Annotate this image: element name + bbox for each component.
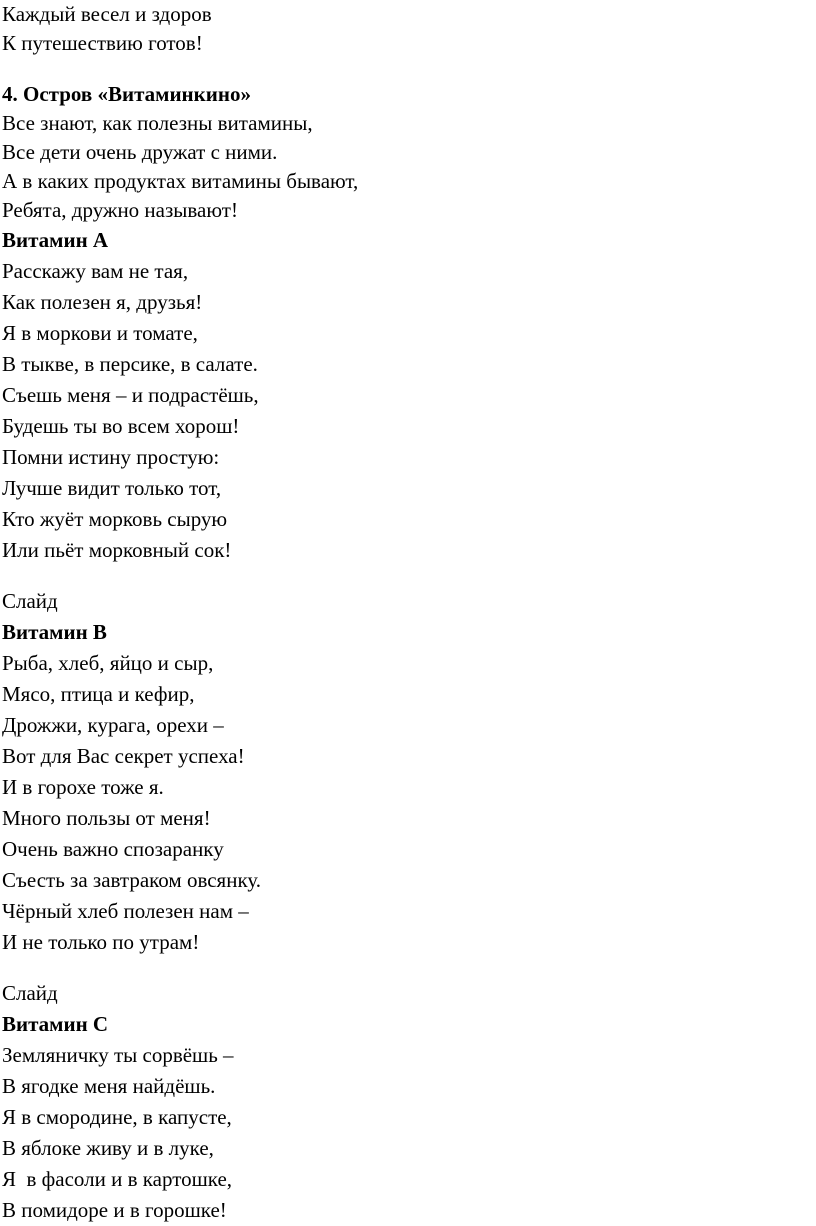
vitamin-c-section [2, 978, 812, 1226]
vitamin-a-line: Будешь ты во всем хорош! [2, 414, 240, 438]
vitamin-b-line: И в горохе тоже я. [2, 775, 164, 799]
vitamin-b-line: Очень важно спозаранку [2, 837, 224, 861]
vitamin-b-line: И не только по утрам! [2, 930, 200, 954]
vitamin-a-line: В тыкве, в персике, в салате. [2, 352, 258, 376]
intro-line: Каждый весел и здоров [2, 2, 212, 26]
vitamin-a-line: Или пьёт морковный сок! [2, 538, 232, 562]
vitamin-b-line: Рыба, хлеб, яйцо и сыр, [2, 651, 214, 675]
vitamin-a-section [2, 225, 812, 566]
vitamin-c-line: Я в фасоли и в картошке, [2, 1167, 233, 1191]
vitamin-b-line: Съесть за завтраком овсянку. [2, 868, 262, 892]
vitamin-c-title: Витамин С [2, 1012, 109, 1036]
vitamin-b-line: Чёрный хлеб полезен нам – [2, 899, 249, 923]
vitamin-c-line: Я в смородине, в капусте, [2, 1105, 232, 1129]
vitamin-b-line: Вот для Вас секрет успеха! [2, 744, 245, 768]
vitamin-a-line: Расскажу вам не тая, [2, 259, 189, 283]
island-line: А в каких продуктах витамины бывают, [2, 169, 359, 193]
vitamin-b-line: Много пользы от меня! [2, 806, 211, 830]
vitamin-c-line: В помидоре и в горошке! [2, 1198, 227, 1222]
vitamin-c-line: Земляничку ты сорвёшь – [2, 1043, 234, 1067]
island-line: Все знают, как полезны витамины, [2, 111, 313, 135]
document-page [2, 0, 812, 1226]
island-line: Ребята, дружно называют! [2, 198, 238, 222]
vitamin-c-line: В яблоке живу и в луке, [2, 1136, 214, 1160]
island-title: 4. Остров «Витаминкино» [2, 82, 251, 106]
vitamin-b-title: Витамин В [2, 620, 107, 644]
vitamin-b-section [2, 586, 812, 958]
vitamin-a-line: Лучше видит только тот, [2, 476, 222, 500]
intro-line: К путешествию готов! [2, 31, 203, 55]
vitamin-a-title: Витамин А [2, 228, 109, 252]
vitamin-b-line: Дрожжи, курага, орехи – [2, 713, 224, 737]
slide-label: Слайд [2, 589, 58, 613]
vitamin-b-line: Мясо, птица и кефир, [2, 682, 195, 706]
vitamin-c-line: В ягодке меня найдёшь. [2, 1074, 216, 1098]
vitamin-a-line: Я в моркови и томате, [2, 321, 198, 345]
island-section [2, 80, 812, 225]
vitamin-a-line: Съешь меня – и подрастёшь, [2, 383, 259, 407]
intro-block [2, 0, 812, 58]
vitamin-a-line: Как полезен я, друзья! [2, 290, 203, 314]
island-line: Все дети очень дружат с ними. [2, 140, 278, 164]
slide-label: Слайд [2, 981, 58, 1005]
vitamin-a-line: Помни истину простую: [2, 445, 220, 469]
vitamin-a-line: Кто жуёт морковь сырую [2, 507, 228, 531]
